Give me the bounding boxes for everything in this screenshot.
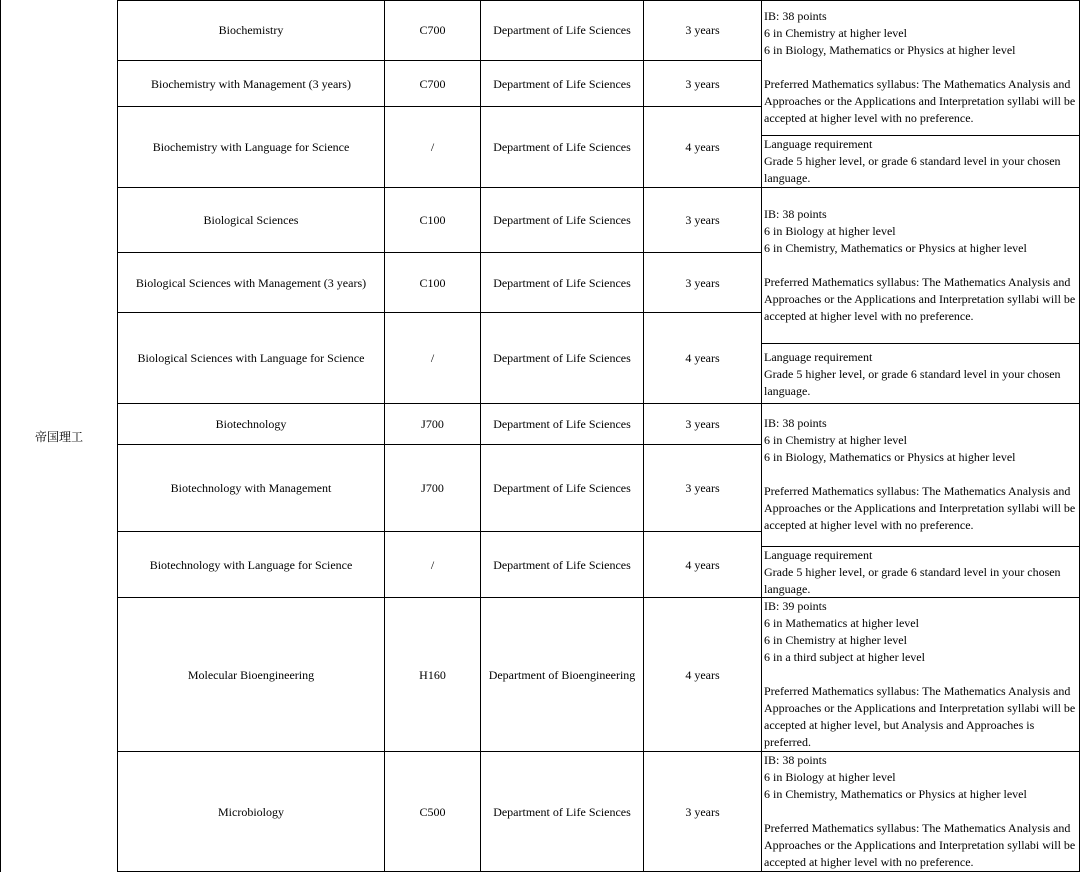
ib-requirement: IB: 39 points 6 in Mathematics at higher level 6 in Chemistry at higher level 6 in a third subject at higher level Preferred Mathematics syllabus: The Mathematics Analysis and Approaches or the Applications and Interpretation syllabi will be accepted at higher level, but Analysis and Approaches is preferred. [764,599,1076,749]
ib-requirement: IB: 38 points 6 in Chemistry at higher level 6 in Biology, Mathematics or Physics at higher level Preferred Mathematics syllabus: The Mathematics Analysis and Approaches or the Applications and Interpretation syllabi will be accepted at higher level with no preference. [764,9,1076,125]
ib-requirement: IB: 38 points 6 in Biology at higher level 6 in Chemistry, Mathematics or Physics at higher level Preferred Mathematics syllabus: The Mathematics Analysis and Approaches or the Applications and Interpretation syllabi will be accepted at higher level with no preference. [764,753,1076,869]
course-code: J700 [421,417,444,431]
course-name: Biotechnology with Language for Science [149,557,353,572]
grid-line [0,0,1,872]
course-code: C700 [419,76,446,91]
course-duration: 3 years [685,76,720,91]
course-duration: 4 years [685,557,720,572]
course-code: C100 [419,275,446,290]
grid-line [761,343,1080,344]
course-name: Biological Sciences with Management (3 years) [135,275,367,290]
course-duration: 3 years [685,417,720,431]
course-department: Department of Life Sciences [493,804,631,819]
course-name: Microbiology [218,804,284,819]
grid-line [117,312,762,313]
course-department: Department of Life Sciences [493,213,631,227]
course-duration: 3 years [685,804,720,819]
grid-line [117,187,1080,188]
language-requirement: Language requirement Grade 5 higher level, or grade 6 standard level in your chosen language. [764,350,1061,398]
course-code: C100 [419,213,446,227]
grid-line [117,751,1080,752]
language-requirement: Language requirement Grade 5 higher level, or grade 6 standard level in your chosen language. [764,137,1061,185]
university-name: 帝国理工 [34,429,83,444]
course-department: Department of Life Sciences [493,275,631,290]
course-name: Biological Sciences [203,213,299,227]
course-name: Biotechnology [215,417,287,431]
course-department: Department of Life Sciences [493,351,631,365]
grid-line [117,0,1080,1]
ib-requirement: IB: 38 points 6 in Chemistry at higher level 6 in Biology, Mathematics or Physics at higher level Preferred Mathematics syllabus: The Mathematics Analysis and Approaches or the Applications and Interpretation syllabi will be accepted at higher level with no preference. [764,416,1076,532]
course-department: Department of Life Sciences [493,23,631,37]
course-duration: 4 years [685,351,720,365]
course-code: / [430,351,435,365]
course-duration: 3 years [685,481,720,495]
course-duration: 3 years [685,275,720,290]
course-code: J700 [421,481,444,495]
grid-line [761,546,1080,547]
course-duration: 4 years [685,140,720,154]
course-department: Department of Life Sciences [493,557,631,572]
course-department: Department of Life Sciences [493,76,631,91]
grid-line [480,0,481,872]
language-requirement: Language requirement Grade 5 higher level, or grade 6 standard level in your chosen language. [764,548,1061,596]
grid-line [643,0,644,872]
course-code: / [430,140,435,154]
course-department: Department of Bioengineering [488,667,636,682]
course-name: Molecular Bioengineering [187,667,315,682]
grid-line [117,597,1080,598]
course-department: Department of Life Sciences [493,417,631,431]
course-code: H160 [419,667,446,682]
course-code: C700 [419,23,446,37]
grid-line [761,0,762,872]
grid-line [117,531,762,532]
university-cell [0,0,118,872]
ib-requirement: IB: 38 points 6 in Biology at higher level 6 in Chemistry, Mathematics or Physics at higher level Preferred Mathematics syllabus: The Mathematics Analysis and Approaches or the Applications and Interpretation syllabi will be accepted at higher level with no preference. [764,207,1076,323]
course-department: Department of Life Sciences [493,140,631,154]
course-name: Biological Sciences with Language for Science [137,351,365,365]
grid-line [384,0,385,872]
course-code: C500 [419,804,446,819]
course-duration: 3 years [685,23,720,37]
course-name: Biochemistry with Management (3 years) [151,76,351,91]
grid-line [117,106,762,107]
course-name: Biochemistry with Language for Science [152,140,350,154]
course-code: / [430,557,435,572]
grid-line [117,444,762,445]
course-department: Department of Life Sciences [493,481,631,495]
course-duration: 3 years [685,213,720,227]
grid-line [117,252,762,253]
grid-line [761,135,1080,136]
grid-line [117,60,762,61]
grid-line [117,0,118,872]
course-name: Biotechnology with Management [170,481,332,495]
grid-line [117,403,1080,404]
course-duration: 4 years [685,667,720,682]
course-name: Biochemistry [218,23,284,37]
